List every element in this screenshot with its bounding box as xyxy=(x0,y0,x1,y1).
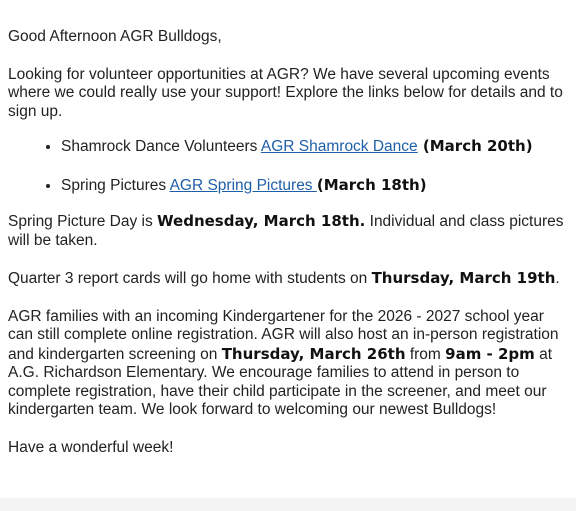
list-item-spring-pictures xyxy=(61,176,568,196)
event-label: Spring Pictures xyxy=(61,176,170,194)
report-cards-date: Thursday, March 19th xyxy=(371,269,556,287)
closing-text: Have a wonderful week! xyxy=(8,438,174,456)
greeting-text: Good Afternoon AGR Bulldogs, xyxy=(8,28,222,45)
intro-paragraph: Looking for volunteer opportunities at AGR? We have several upcoming events where we could really use your support! Explore the links below for details and to sign up. xyxy=(8,65,563,120)
spring-pictures-link[interactable]: AGR Spring Pictures xyxy=(169,176,317,194)
event-date: (March 18th) xyxy=(316,175,427,194)
kindergarten-date: Thursday, March 26th xyxy=(221,344,406,363)
kindergarten-time: 9am - 2pm xyxy=(445,344,535,363)
shamrock-dance-link[interactable]: AGR Shamrock Dance xyxy=(260,138,418,155)
picture-day-date: Wednesday, March 18th. xyxy=(157,212,366,230)
kindergarten-text-1: AGR families with an incoming Kindergartener for the 2026 - 2027 school year can still complete online registration. AGR will also host an in-person registration and kindergarten screening on xyxy=(8,307,559,363)
bottom-bar xyxy=(0,498,576,511)
report-cards-prefix: Quarter 3 report cards will go home with students on xyxy=(8,270,372,287)
list-item-shamrock-dance xyxy=(61,137,568,157)
kindergarten-text-2: from xyxy=(405,345,446,363)
report-cards-suffix: . xyxy=(555,270,560,287)
picture-day-prefix: Spring Picture Day is xyxy=(8,213,158,230)
events-list xyxy=(8,137,568,195)
kindergarten-text-3: at A.G. Richardson Elementary. We encourage families to attend in person to complete registration, have their child participate in the screener, and meet our kindergarten team. We look forward to welcoming our newest Bulldogs! xyxy=(8,345,553,418)
picture-day-suffix: Individual and class pictures will be taken. xyxy=(8,213,564,249)
report-cards-paragraph xyxy=(8,269,568,289)
picture-day-paragraph xyxy=(8,212,568,250)
event-date: (March 20th) xyxy=(417,137,533,155)
event-label: Shamrock Dance Volunteers xyxy=(61,138,261,155)
kindergarten-paragraph xyxy=(8,308,568,420)
